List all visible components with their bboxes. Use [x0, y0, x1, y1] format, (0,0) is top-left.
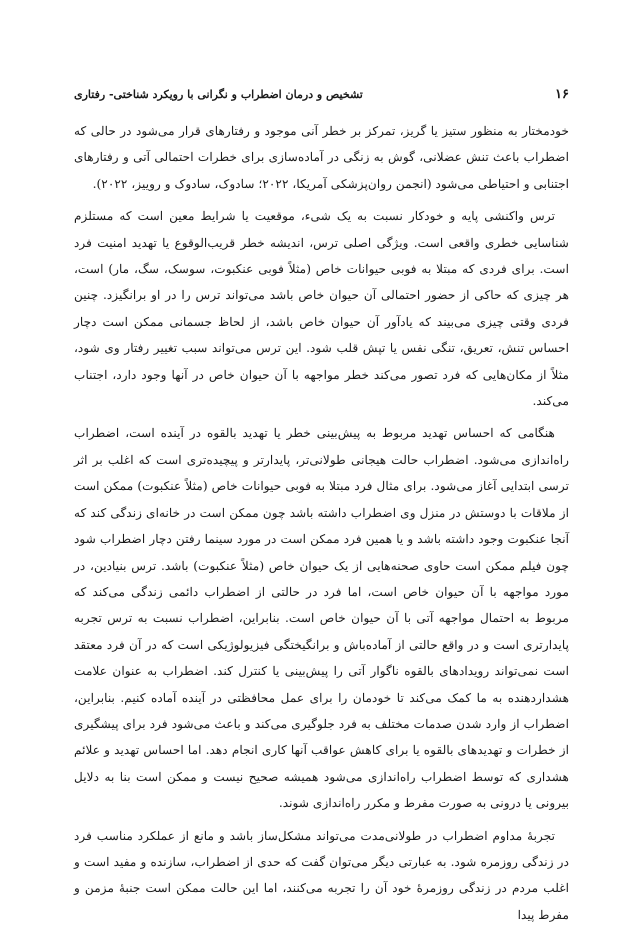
- body-text: [74, 118, 569, 934]
- paragraph: تجربهٔ مداوم اضطراب در طولانی‌مدت می‌تواند مشکل‌ساز باشد و مانع از عملکرد مناسب فرد در زندگی روزمره شود. به عبارتی دیگر می‌توان گفت که حدی از اضطراب، سازنده و مفید است و اغلب مردم در زندگی روزمرهٔ خود آن را تجربه می‌کنند، اما این حالت ممکن است جنبهٔ مزمن و مفرط پیدا: [74, 828, 569, 922]
- paragraph: ترس واکنشی پایه و خودکار نسبت به یک شیء، موقعیت یا شرایط معین است که مستلزم شناسایی خطری واقعی است. ویژگی اصلی ترس، اندیشه خطر قریب‌الوقوع یا تهدید امنیت فرد است. برای فردی که مبتلا به فوبی حیوانات خاص (مثلاً فوبی عنکبوت، سوسک، سگ، مار) است، هر چیزی که حاکی از حضور احتمالی آن حیوان خاص باشد می‌تواند ترس را در او برانگیزد. چنین فردی وقتی چیزی می‌بیند که یادآور آن حیوان خاص باشد، از لحاظ جسمانی ممکن است دچار احساس تنش، تعریق، تنگی نفس یا تپش قلب شود. این ترس می‌تواند سبب تغییر رفتار وی شود، مثلاً از مکان‌هایی که فرد تصور می‌کند خطر مواجهه با آن حیوان خاص در آنها وجود دارد، اجتناب می‌کند.: [74, 209, 569, 409]
- paragraph: خودمختار به منظور ستیز یا گریز، تمرکز بر خطر آنی موجود و رفتارهای قرار می‌شود در حالی که اضطراب باعث تنش عضلانی، گوش به زنگی در آماده‌سازی برای خطرات احتمالی آتی و رفتارهای اجتنابی و احتیاطی می‌شود (انجمن روان‌پزشکی آمریکا، ۲۰۲۲؛ سادوک، سادوک و روییز، ۲۰۲۲).: [74, 124, 569, 191]
- running-title: تشخیص و درمان اضطراب و نگرانی با رویکرد شناختی- رفتاری: [74, 88, 363, 101]
- page-number: ۱۶: [555, 87, 569, 102]
- paragraph: هنگامی که احساس تهدید مربوط به پیش‌بینی خطر یا تهدید بالقوه در آینده است، اضطراب راه‌اندازی می‌شود. اضطراب حالت هیجانی طولانی‌تر، پایدارتر و پیچیده‌تری است که اغلب بر اثر ترسی ابتدایی آغاز می‌شود. برای مثال فرد مبتلا به فوبی حیوانات خاص (مثلاً عنکبوت) ممکن است از ملاقات با دوستش در منزل وی اضطراب داشته باشد چون ممکن است در خانه‌ای زندگی کند که آنجا عنکبوت وجود داشته باشد و یا همین فرد ممکن است در مورد سینما رفتن دچار اضطراب شود چون فیلم ممکن است حاوی صحنه‌هایی از یک حیوان خاص (مثلاً عنکبوت) باشد. ترس بنیادین، در مورد مواجهه با آن حیوان خاص است، اما فرد در حالتی از اضطراب دائمی زندگی می‌کند که مربوط به احتمال مواجهه آتی با آن حیوان خاص است. بنابراین، اضطراب نسبت به ترس تجربه پایدارتری است و در واقع حالتی از آماده‌باش و برانگیختگی فیزیولوژیکی است که در آن فرد معتقد است نمی‌تواند رویدادهای بالقوه ناگوار آتی را پیش‌بینی یا کنترل کند. اضطراب به عنوان علامت هشداردهنده به ما کمک می‌کند تا خودمان را برای عمل محافظتی در آینده آماده کنیم. بنابراین، اضطراب از وارد شدن صدمات مختلف به فرد جلوگیری می‌کند و باعث می‌شود فرد برای پیشگیری از خطرات و تهدیدهای بالقوه یا برای کاهش عواقب آنها کاری انجام دهد. اما احساس تهدید و علائم هشداری که توسط اضطراب راه‌اندازی می‌شود همیشه صحیح نیست و ممکن است بنا به دلایل بیرونی یا درونی به صورت مفرط و مکرر راه‌اندازی شوند.: [74, 426, 569, 811]
- page-header: [74, 82, 569, 104]
